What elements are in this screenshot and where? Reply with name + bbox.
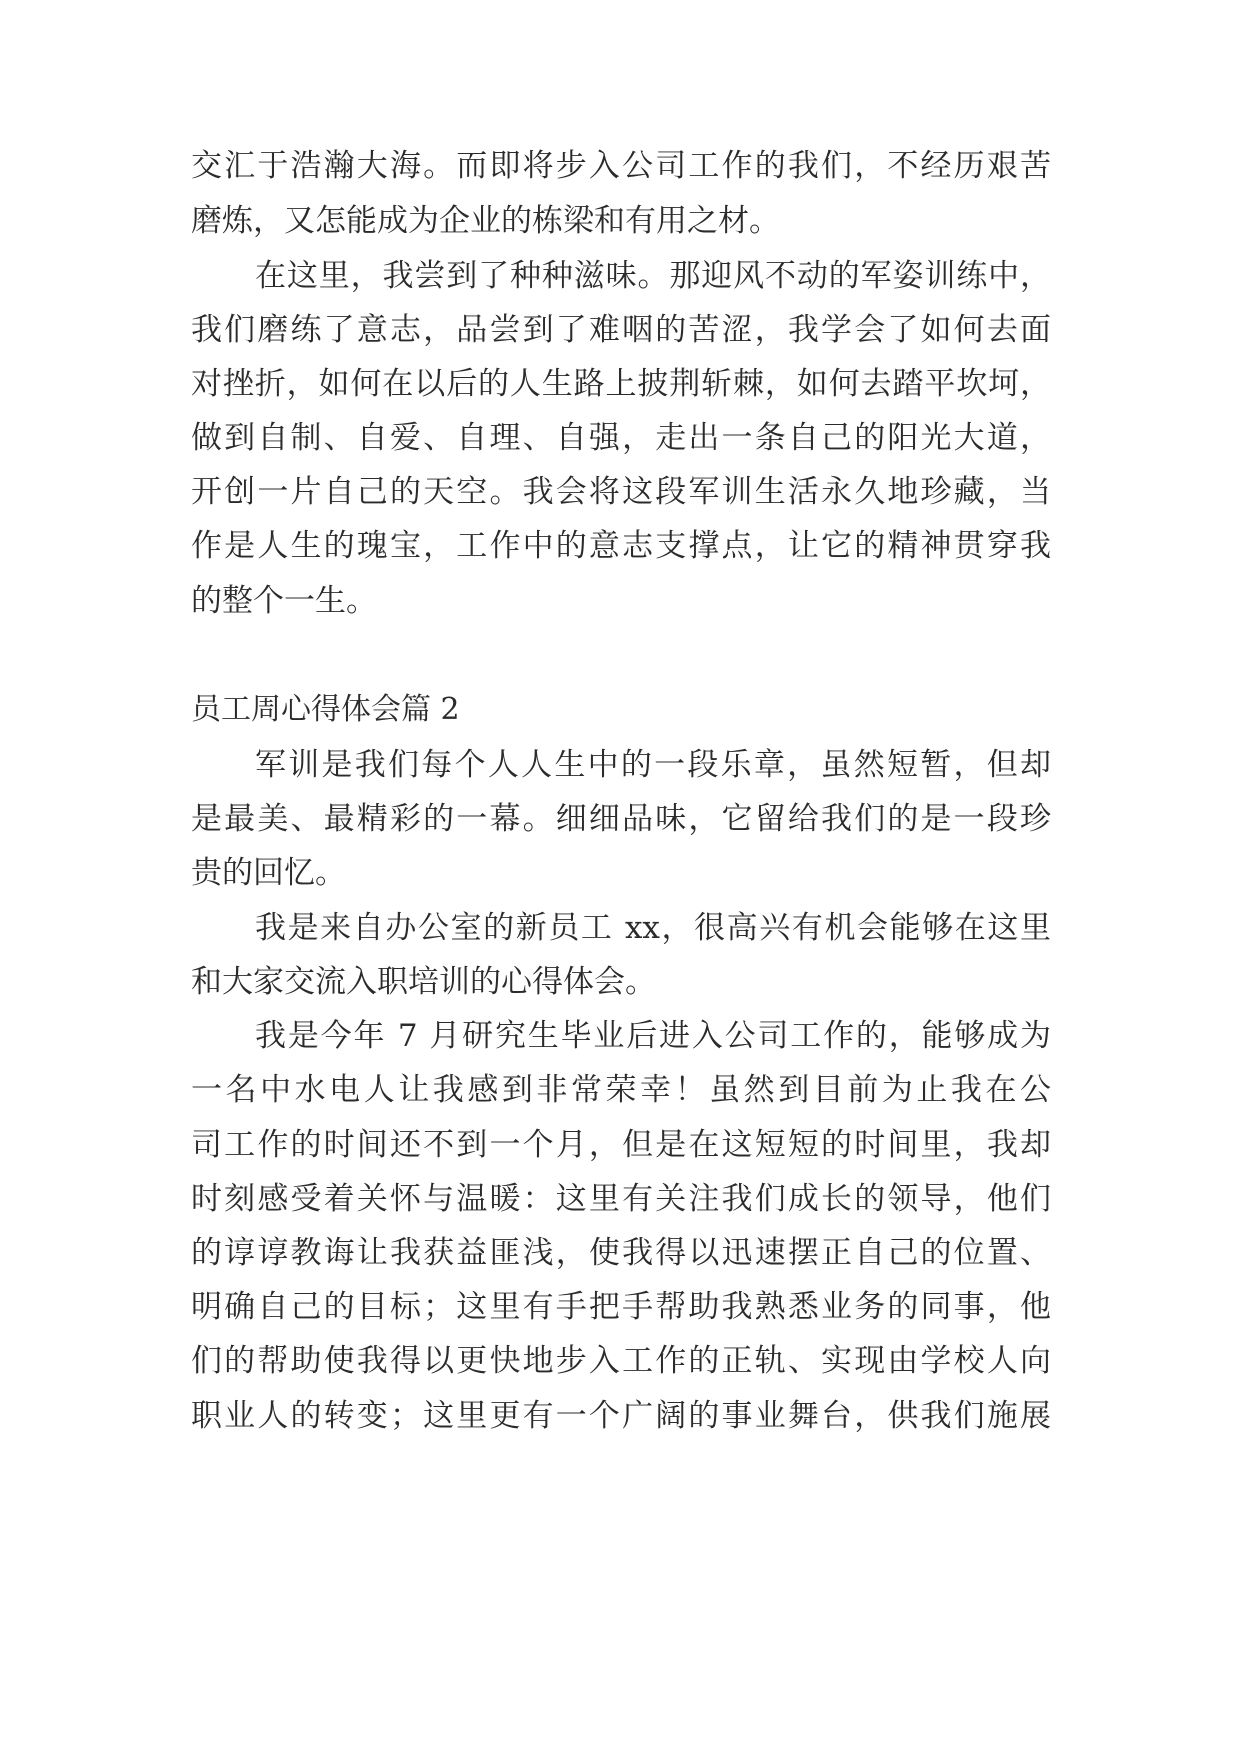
- paragraph-line: 一名中水电人让我感到非常荣幸！虽然到目前为止我在公: [191, 1072, 1051, 1108]
- paragraph-line: 交汇于浩瀚大海。而即将步入公司工作的我们，不经历艰苦: [191, 148, 1051, 184]
- paragraph-line: 是最美、最精彩的一幕。细细品味，它留给我们的是一段珍: [191, 801, 1051, 837]
- paragraph-line: 对挫折，如何在以后的人生路上披荆斩棘，如何去踏平坎坷，: [191, 366, 1051, 402]
- paragraph-line: 时刻感受着关怀与温暖：这里有关注我们成长的领导，他们: [191, 1181, 1051, 1217]
- section-heading: 员工周心得体会篇 2: [191, 692, 460, 727]
- paragraph-line: 明确自己的目标；这里有手把手帮助我熟悉业务的同事，他: [191, 1289, 1051, 1325]
- paragraph-line: 我是今年 7 月研究生毕业后进入公司工作的，能够成为: [255, 1018, 1051, 1054]
- paragraph-line: 作是人生的瑰宝，工作中的意志支撑点，让它的精神贯穿我: [191, 528, 1051, 564]
- paragraph-line: 司工作的时间还不到一个月，但是在这短短的时间里，我却: [191, 1127, 1051, 1163]
- paragraph-line: 磨炼，又怎能成为企业的栋梁和有用之材。: [191, 203, 780, 239]
- paragraph-line: 们的帮助使我得以更快地步入工作的正轨、实现由学校人向: [191, 1343, 1051, 1379]
- paragraph-line: 在这里，我尝到了种种滋味。那迎风不动的军姿训练中，: [255, 258, 1051, 294]
- paragraph-line: 我们磨练了意志，品尝到了难咽的苦涩，我学会了如何去面: [191, 312, 1051, 348]
- paragraph-line: 的整个一生。: [191, 583, 377, 619]
- paragraph-line: 贵的回忆。: [191, 855, 346, 891]
- paragraph-line: 开创一片自己的天空。我会将这段军训生活永久地珍藏，当: [191, 474, 1051, 510]
- paragraph-line: 我是来自办公室的新员工 xx，很高兴有机会能够在这里: [255, 910, 1051, 946]
- paragraph-line: 的谆谆教诲让我获益匪浅，使我得以迅速摆正自己的位置、: [191, 1235, 1051, 1271]
- paragraph-line: 职业人的转变；这里更有一个广阔的事业舞台，供我们施展: [191, 1398, 1051, 1434]
- paragraph-line: 和大家交流入职培训的心得体会。: [191, 964, 656, 1000]
- paragraph-line: 做到自制、自爱、自理、自强，走出一条自己的阳光大道，: [191, 420, 1051, 456]
- paragraph-line: 军训是我们每个人人生中的一段乐章，虽然短暂，但却: [255, 747, 1051, 783]
